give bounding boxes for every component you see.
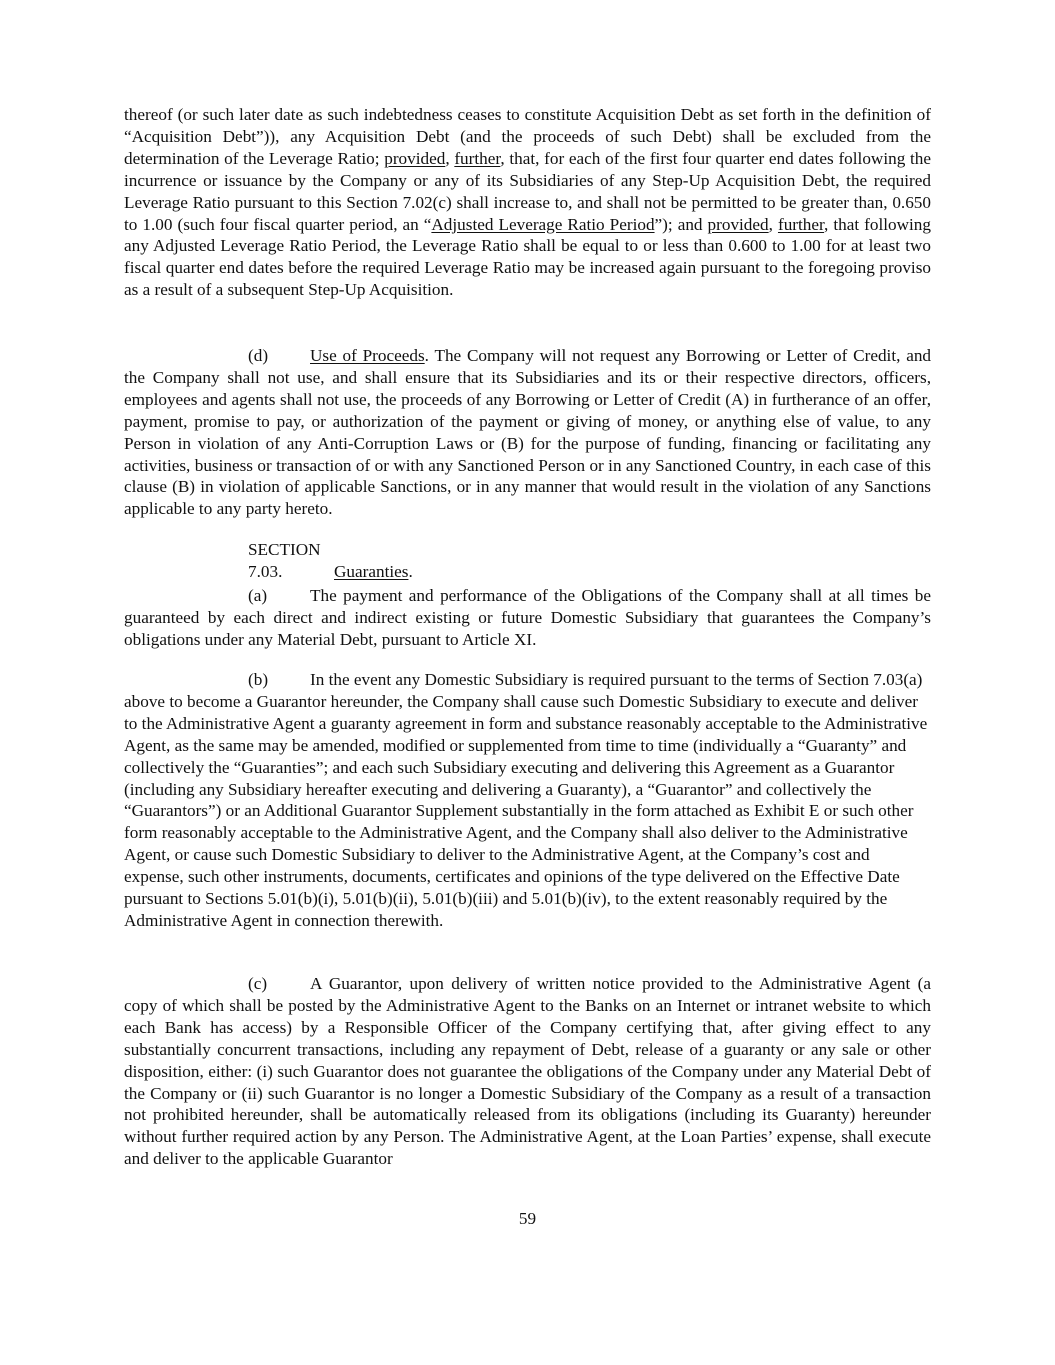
- text: ”); and: [654, 214, 708, 234]
- text: .: [408, 561, 413, 581]
- clause-label: (c): [248, 974, 268, 993]
- text: The payment and performance of the Obligations of the Company shall at all times be guaranteed by each direct and indirect existing or future Domestic Subsidiary that guarantees the Company’s obligations under any Material Debt, pursuant to Article XI.: [124, 586, 931, 649]
- clause-label: (a): [248, 586, 268, 605]
- text: ,: [445, 148, 455, 168]
- page-number: 59: [518, 1209, 537, 1228]
- defined-term: further: [777, 214, 825, 234]
- paragraph-leverage-ratio: [124, 104, 931, 301]
- clause-label: (d): [248, 346, 269, 365]
- text: ,: [768, 214, 778, 234]
- section-number: SECTION 7.03.: [248, 540, 321, 581]
- paragraph-a: [124, 585, 931, 651]
- text: . The Company will not request any Borrowing or Letter of Credit, and the Company shall not use, and shall ensure that its Subsidiaries and its or their respective directors, officers, employees and agents shall not use, the proceeds of any Borrowing or Letter of Credit (A) in furtherance of an offer, payment, promise to pay, or authorization of the payment or giving of money, or anything else of value, to any Person in violation of any Anti-Corruption Laws or (B) for the purpose of funding, financing or facilitating any activities, business or transaction of or with any Sanctioned Person or in any Sanctioned Country, in each case of this clause (B) in violation of applicable Sanctions, or in any manner that would result in the violation of any Sanctions applicable to any party hereto.: [124, 346, 932, 519]
- section-title: Guaranties: [334, 561, 409, 581]
- text: , that, for each of the first four quarter end dates following the incurrence or issuance by the Company or any of its Subsidiaries of any Step-Up Acquisition Debt, the required Leverage Ratio pursuant to this Section 7.02(c) shall increase to, and shall not be permitted to be greater than, 0.650 to 1.00 (such four fiscal quarter period, an “: [124, 148, 931, 234]
- text: thereof (or such later date as such indebtedness ceases to constitute Acquisition Debt as set forth in the definition of “Acquisition Debt”)), any Acquisition Debt (and the proceeds of such Debt) shall be excluded from the determination of the Leverage Ratio;: [124, 105, 931, 168]
- clause-heading: Use of Proceeds: [310, 346, 425, 365]
- text: , that following any Adjusted Leverage Ratio Period, the Leverage Ratio shall be equal to or less than 0.600 to 1.00 for at least two fiscal quarter end dates before the required Leverage Ratio may be increased again pursuant to the foregoing proviso as a result of a subsequent Step-Up Acquisition.: [124, 214, 931, 300]
- text: In the event any Domestic Subsidiary is required pursuant to the terms of Section 7.03(a) above to become a Guarantor hereunder, the Company shall cause such Domestic Subsidiary to execute and deliver to the Administrative Agent a guaranty agreement in form and substance reasonably acceptable to the Administrative Agent, as the same may be amended, modified or supplemented from time to time (individually a “Guaranty” and collectively the “Guaranties”; and each such Subsidiary executing and delivering this Agreement as a Guarantor (including any Subsidiary hereafter executing and delivering a Guaranty), a “Guarantor” and collectively the “Guarantors”) or an Additional Guarantor Supplement substantially in the form attached as Exhibit E or such other form reasonably acceptable to the Administrative Agent, and the Company shall also deliver to the Administrative Agent, or cause such Domestic Subsidiary to deliver to the Administrative Agent, at the Company’s cost and expense, such other instruments, documents, certificates and opinions of the type delivered on the Effective Date pursuant to Sections 5.01(b)(i), 5.01(b)(ii), 5.01(b)(iii) and 5.01(b)(iv), to the extent reasonably required by the Administrative Agent in connection therewith.: [124, 670, 928, 930]
- text: A Guarantor, upon delivery of written notice provided to the Administrative Agent (a copy of which shall be posted by the Administrative Agent to the Banks on an Internet or intranet website to which each Bank has access) by a Responsible Officer of the Company certifying that, after giving effect to any substantially concurrent transactions, including any repayment of Debt, release of a guaranty or any sale or other disposition, either: (i) such Guarantor does not guarantee the obligations of the Company under any Material Debt of the Company or (ii) such Guarantor is no longer a Domestic Subsidiary of the Company as a result of a transaction not prohibited hereunder, shall be automatically released from its obligations (including its Guaranty) hereunder without further required action by any Person. The Administrative Agent, at the Loan Parties’ expense, shall execute and deliver to the applicable Guarantor: [124, 974, 931, 1169]
- clause-label: (b): [248, 670, 269, 689]
- paragraph-use-of-proceeds: [124, 345, 931, 520]
- defined-term: provided: [707, 214, 769, 234]
- paragraph-b: [124, 669, 931, 932]
- section-heading: [124, 539, 931, 583]
- defined-term: Adjusted Leverage Ratio Period: [431, 214, 655, 234]
- paragraph-c: [124, 973, 931, 1170]
- defined-term: further: [454, 148, 501, 168]
- defined-term: provided: [384, 148, 446, 168]
